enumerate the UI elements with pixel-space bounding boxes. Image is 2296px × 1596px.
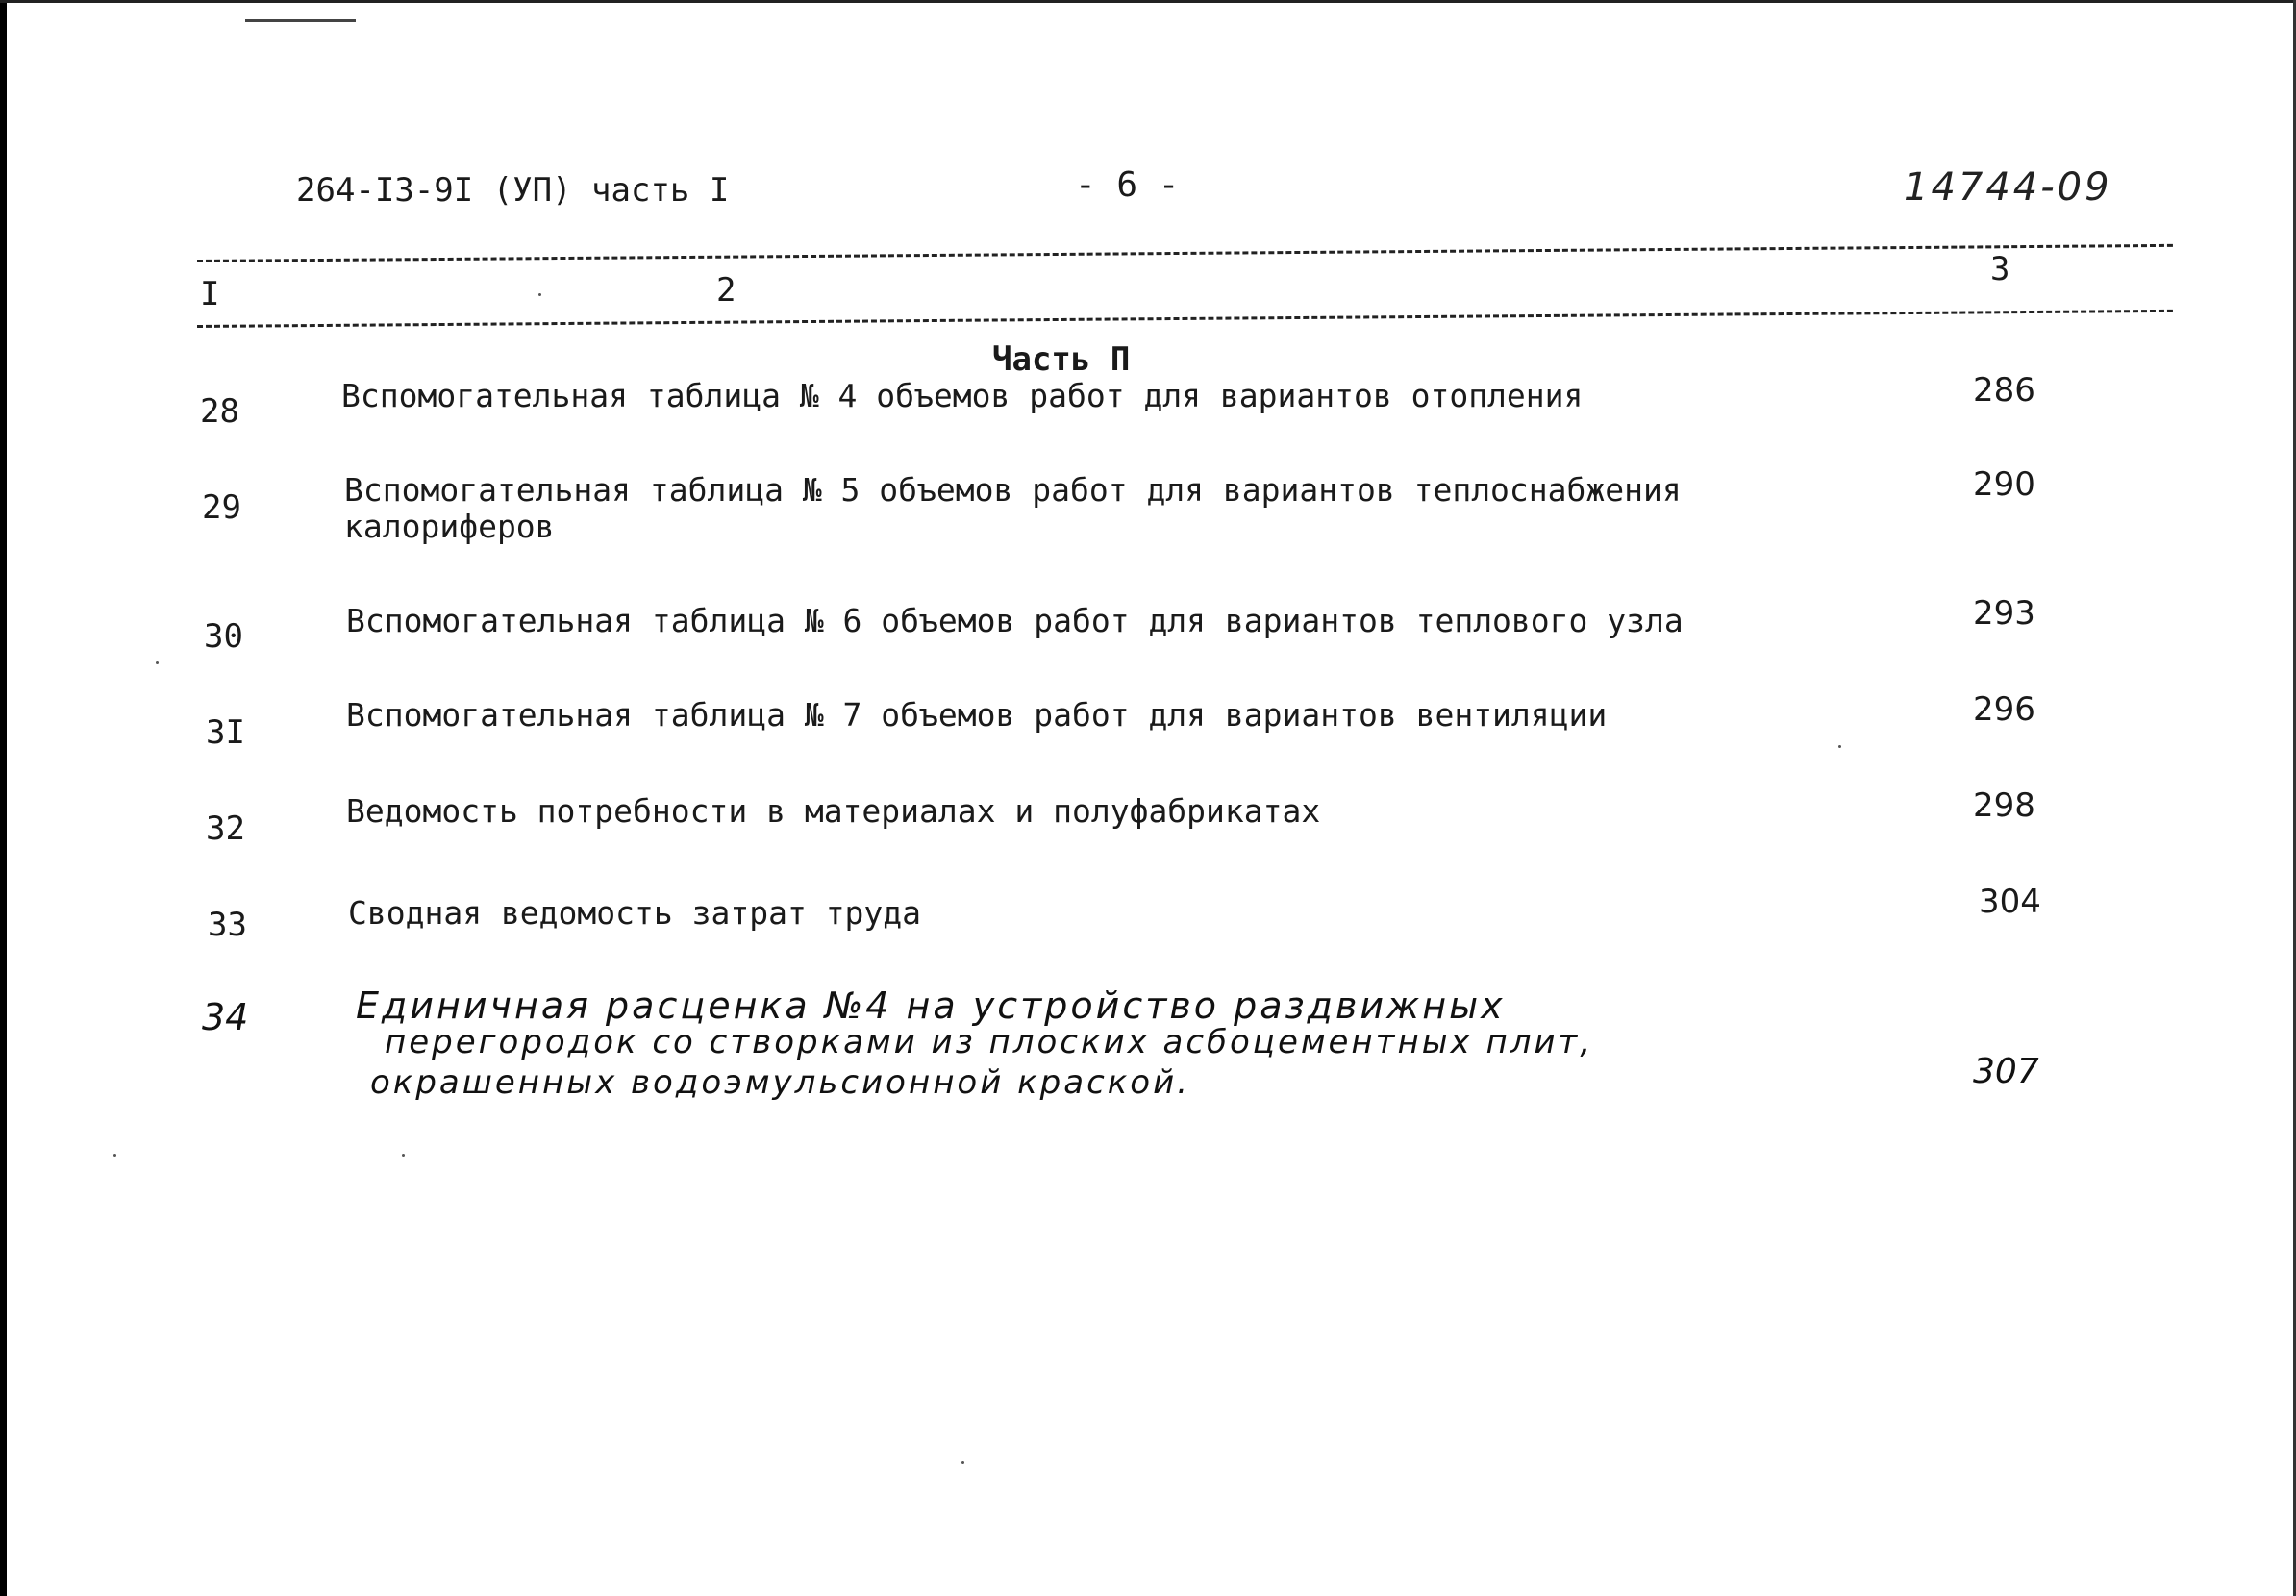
row-title: Вспомогательная таблица № 7 объемов работ для вариантов вентиляции bbox=[346, 696, 1608, 734]
section-title: Часть П bbox=[992, 340, 1131, 379]
row-number: 28 bbox=[200, 392, 239, 431]
row-title: Сводная ведомость затрат труда bbox=[348, 894, 922, 932]
row-page-number: 296 bbox=[1973, 690, 2035, 729]
table-header-top-rule bbox=[197, 244, 2173, 262]
row-page-number: 290 bbox=[1973, 465, 2035, 504]
scan-speck bbox=[113, 1154, 116, 1157]
column-header-2: 2 bbox=[716, 271, 736, 310]
archive-number: 14744-09 bbox=[1904, 165, 2112, 210]
row-title: Вспомогательная таблица № 5 объемов работ для вариантов теплоснабжения bbox=[344, 471, 1682, 509]
scan-border-left bbox=[0, 0, 7, 1596]
scan-mark bbox=[245, 19, 356, 22]
row-number: 33 bbox=[208, 906, 247, 944]
handwritten-row-title-line-2: перегородок со створками из плоских асбоцементных плит, bbox=[385, 1023, 1594, 1061]
scan-border-top bbox=[0, 0, 2296, 3]
page-number: - 6 - bbox=[1075, 165, 1180, 205]
row-number: 32 bbox=[206, 810, 245, 848]
handwritten-row-title-line-1: Единичная расценка №4 на устройство раздвижных bbox=[356, 985, 1506, 1027]
handwritten-row-page-number: 307 bbox=[1973, 1052, 2039, 1091]
table-header-bottom-rule bbox=[197, 310, 2173, 328]
scan-speck bbox=[402, 1154, 405, 1157]
handwritten-row-number: 34 bbox=[202, 996, 249, 1038]
row-title: Вспомогательная таблица № 4 объемов работ для вариантов отопления bbox=[341, 377, 1584, 414]
row-title: Вспомогательная таблица № 6 объемов работ для вариантов теплового узла bbox=[346, 602, 1684, 639]
row-page-number: 298 bbox=[1973, 786, 2035, 825]
row-number: 3I bbox=[206, 713, 245, 752]
column-header-1: I bbox=[200, 275, 220, 313]
row-page-number: 293 bbox=[1973, 594, 2035, 633]
scan-speck bbox=[1838, 745, 1841, 748]
row-number: 29 bbox=[202, 488, 241, 527]
row-title-continuation: калориферов bbox=[344, 508, 555, 545]
row-title: Ведомость потребности в материалах и полуфабрикатах bbox=[346, 792, 1321, 830]
row-page-number: 304 bbox=[1979, 883, 2041, 921]
scan-speck bbox=[961, 1461, 964, 1464]
row-page-number: 286 bbox=[1973, 371, 2035, 410]
scan-speck bbox=[156, 661, 159, 664]
column-header-3: 3 bbox=[1990, 250, 2010, 288]
row-number: 30 bbox=[204, 617, 243, 656]
document-reference: 264-I3-9I (УП) часть I bbox=[296, 171, 730, 210]
scan-speck bbox=[538, 293, 541, 296]
handwritten-row-title-line-3: окрашенных водоэмульсионной краской. bbox=[370, 1063, 1191, 1102]
